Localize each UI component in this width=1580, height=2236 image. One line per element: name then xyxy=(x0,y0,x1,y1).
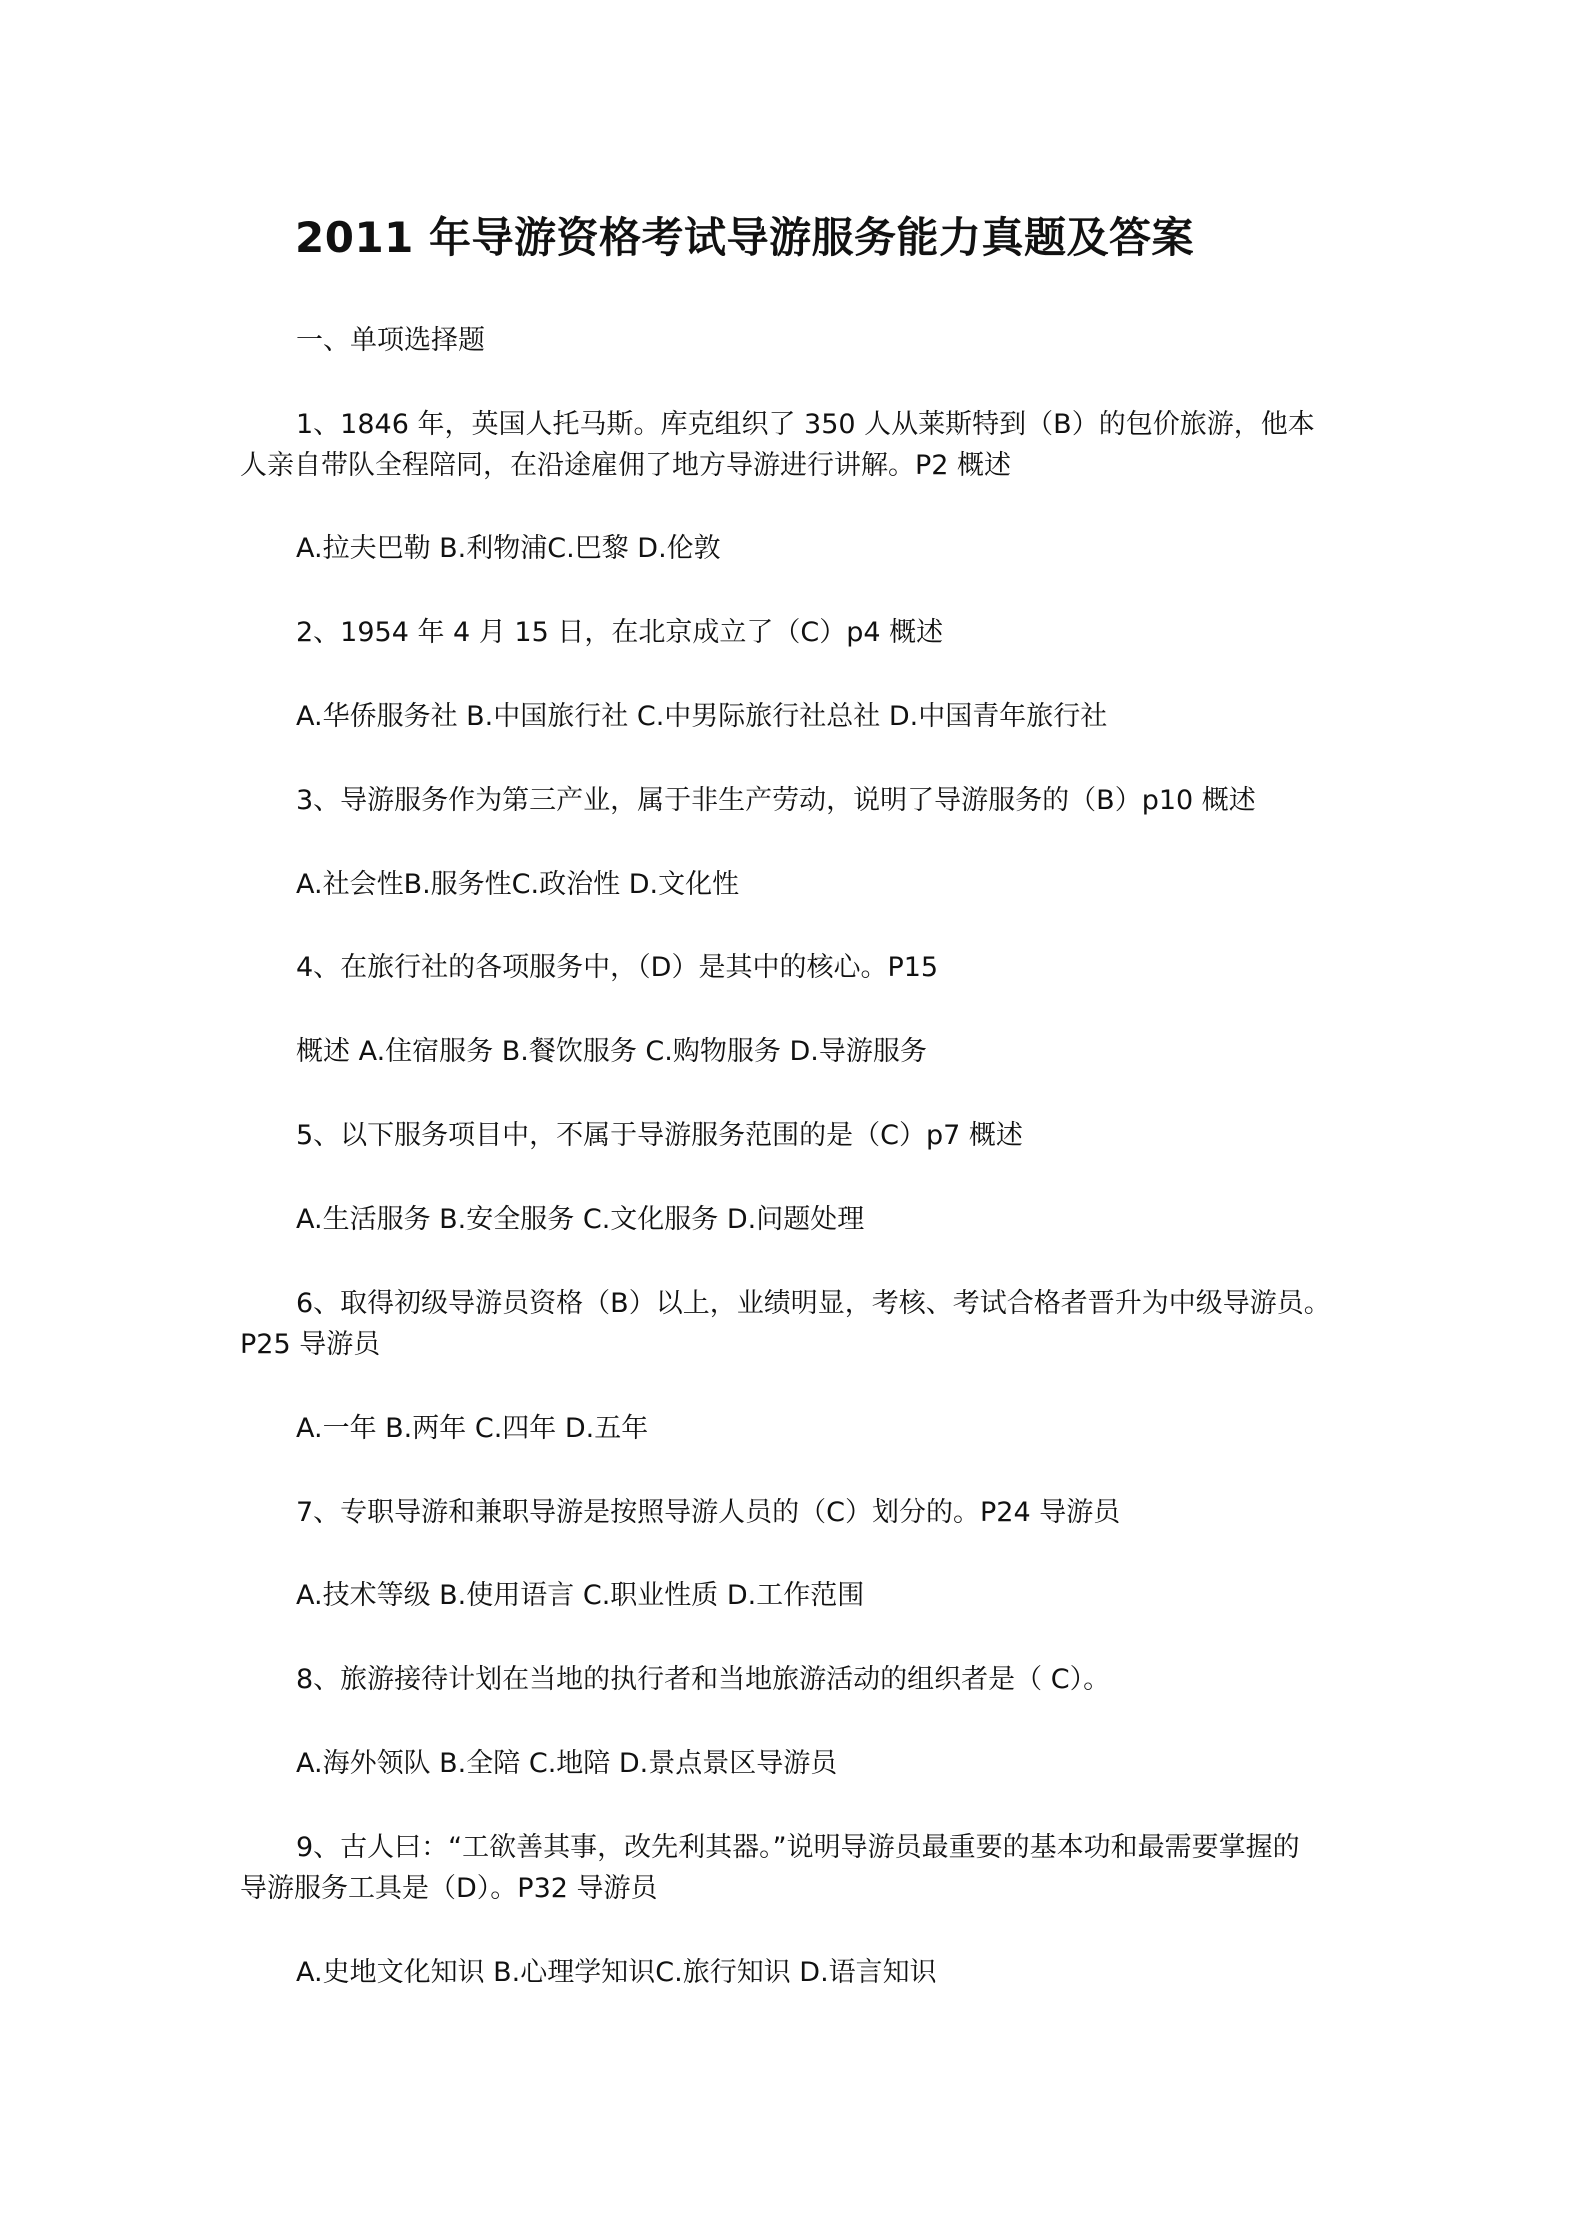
document-title: 2011 年导游资格考试导游服务能力真题及答案 xyxy=(295,213,1195,262)
question-6-line-2: P25 导游员 xyxy=(240,1329,381,1360)
question-1-options: A.拉夫巴勒 B.利物浦C.巴黎 D.伦敦 xyxy=(296,533,721,564)
question-4: 4、在旅行社的各项服务中，（D）是其中的核心。P15 xyxy=(296,952,939,983)
question-2-options: A.华侨服务社 B.中国旅行社 C.中男际旅行社总社 D.中国青年旅行社 xyxy=(296,701,1108,732)
question-2: 2、1954 年 4 月 15 日，在北京成立了（C）p4 概述 xyxy=(296,617,944,648)
question-9-line-1: 9、古人曰：“工欲善其事，改先利其器。”说明导游员最重要的基本功和最需要掌握的 xyxy=(296,1832,1300,1863)
question-9-options: A.史地文化知识 B.心理学知识C.旅行知识 D.语言知识 xyxy=(296,1957,937,1988)
section-heading: 一、单项选择题 xyxy=(296,325,485,356)
question-3-options: A.社会性B.服务性C.政治性 D.文化性 xyxy=(296,869,740,900)
question-8-options: A.海外领队 B.全陪 C.地陪 D.景点景区导游员 xyxy=(296,1748,838,1779)
question-6-options: A.一年 B.两年 C.四年 D.五年 xyxy=(296,1413,649,1444)
question-6-line-1: 6、取得初级导游员资格（B）以上，业绩明显，考核、考试合格者晋升为中级导游员。 xyxy=(296,1288,1331,1319)
question-8: 8、旅游接待计划在当地的执行者和当地旅游活动的组织者是（ C）。 xyxy=(296,1664,1111,1695)
question-4-options: 概述 A.住宿服务 B.餐饮服务 C.购物服务 D.导游服务 xyxy=(296,1036,927,1067)
question-1-line-2: 人亲自带队全程陪同，在沿途雇佣了地方导游进行讲解。P2 概述 xyxy=(240,450,1012,481)
question-7-options: A.技术等级 B.使用语言 C.职业性质 D.工作范围 xyxy=(296,1580,865,1611)
question-9-line-2: 导游服务工具是（D）。P32 导游员 xyxy=(240,1873,658,1904)
question-7: 7、专职导游和兼职导游是按照导游人员的（C）划分的。P24 导游员 xyxy=(296,1497,1121,1528)
question-3: 3、导游服务作为第三产业，属于非生产劳动，说明了导游服务的（B）p10 概述 xyxy=(296,785,1256,816)
question-5: 5、以下服务项目中，不属于导游服务范围的是（C）p7 概述 xyxy=(296,1120,1023,1151)
question-1-line-1: 1、1846 年，英国人托马斯。库克组织了 350 人从莱斯特到（B）的包价旅游，他本 xyxy=(296,409,1315,440)
question-5-options: A.生活服务 B.安全服务 C.文化服务 D.问题处理 xyxy=(296,1204,865,1235)
